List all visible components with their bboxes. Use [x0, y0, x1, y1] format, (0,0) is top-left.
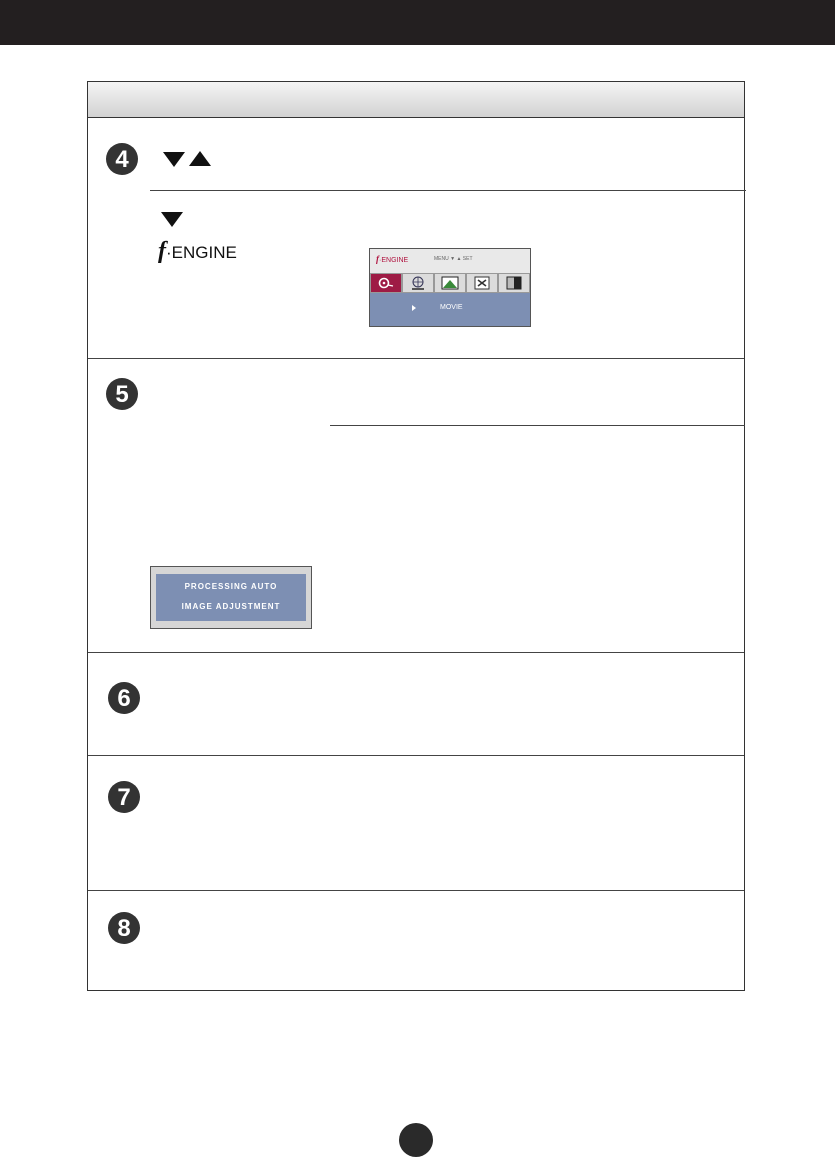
osd-icon-row: [370, 273, 530, 293]
step5-divider: [330, 425, 745, 426]
processing-line1: PROCESSING AUTO: [184, 582, 278, 591]
picture-icon[interactable]: [434, 273, 466, 293]
section-divider: [88, 652, 744, 653]
table-header: [88, 82, 744, 118]
processing-line2: IMAGE ADJUSTMENT: [181, 602, 281, 611]
down-arrow-icon: [161, 212, 183, 227]
fengine-symbol: f: [158, 238, 166, 264]
section-divider: [88, 890, 744, 891]
osd-key-hints: MENU ▼ ▲ SET: [434, 256, 473, 262]
section-divider: [88, 755, 744, 756]
movie-icon[interactable]: [370, 273, 402, 293]
section-divider: [88, 358, 744, 359]
demo-icon[interactable]: [498, 273, 530, 293]
step-number-4: 4: [106, 143, 138, 175]
processing-panel: [156, 574, 306, 621]
down-arrow-icon: [163, 152, 185, 167]
step-number-5: 5: [106, 378, 138, 410]
step-number-8: 8: [108, 912, 140, 944]
fengine-logo: [158, 238, 237, 265]
internet-icon[interactable]: [402, 273, 434, 293]
up-arrow-icon: [189, 151, 211, 166]
osd-status-bar: [370, 293, 530, 326]
step-number-6: 6: [108, 682, 140, 714]
processing-dialog: [150, 566, 312, 629]
content-frame: [87, 81, 745, 991]
osd-brand: f·ENGINE: [376, 254, 409, 264]
step-number-7: 7: [108, 781, 140, 813]
fengine-dot: ·: [166, 243, 172, 262]
osd-mode-label: MOVIE: [440, 304, 463, 311]
step4-divider: [150, 190, 746, 191]
osd-header: [370, 249, 530, 273]
page-number-badge: [399, 1123, 433, 1157]
play-arrow-icon: [412, 305, 416, 311]
cancel-icon[interactable]: [466, 273, 498, 293]
fengine-osd-menu: [369, 248, 531, 327]
fengine-label: ENGINE: [171, 243, 237, 262]
header-bar: [0, 0, 835, 45]
